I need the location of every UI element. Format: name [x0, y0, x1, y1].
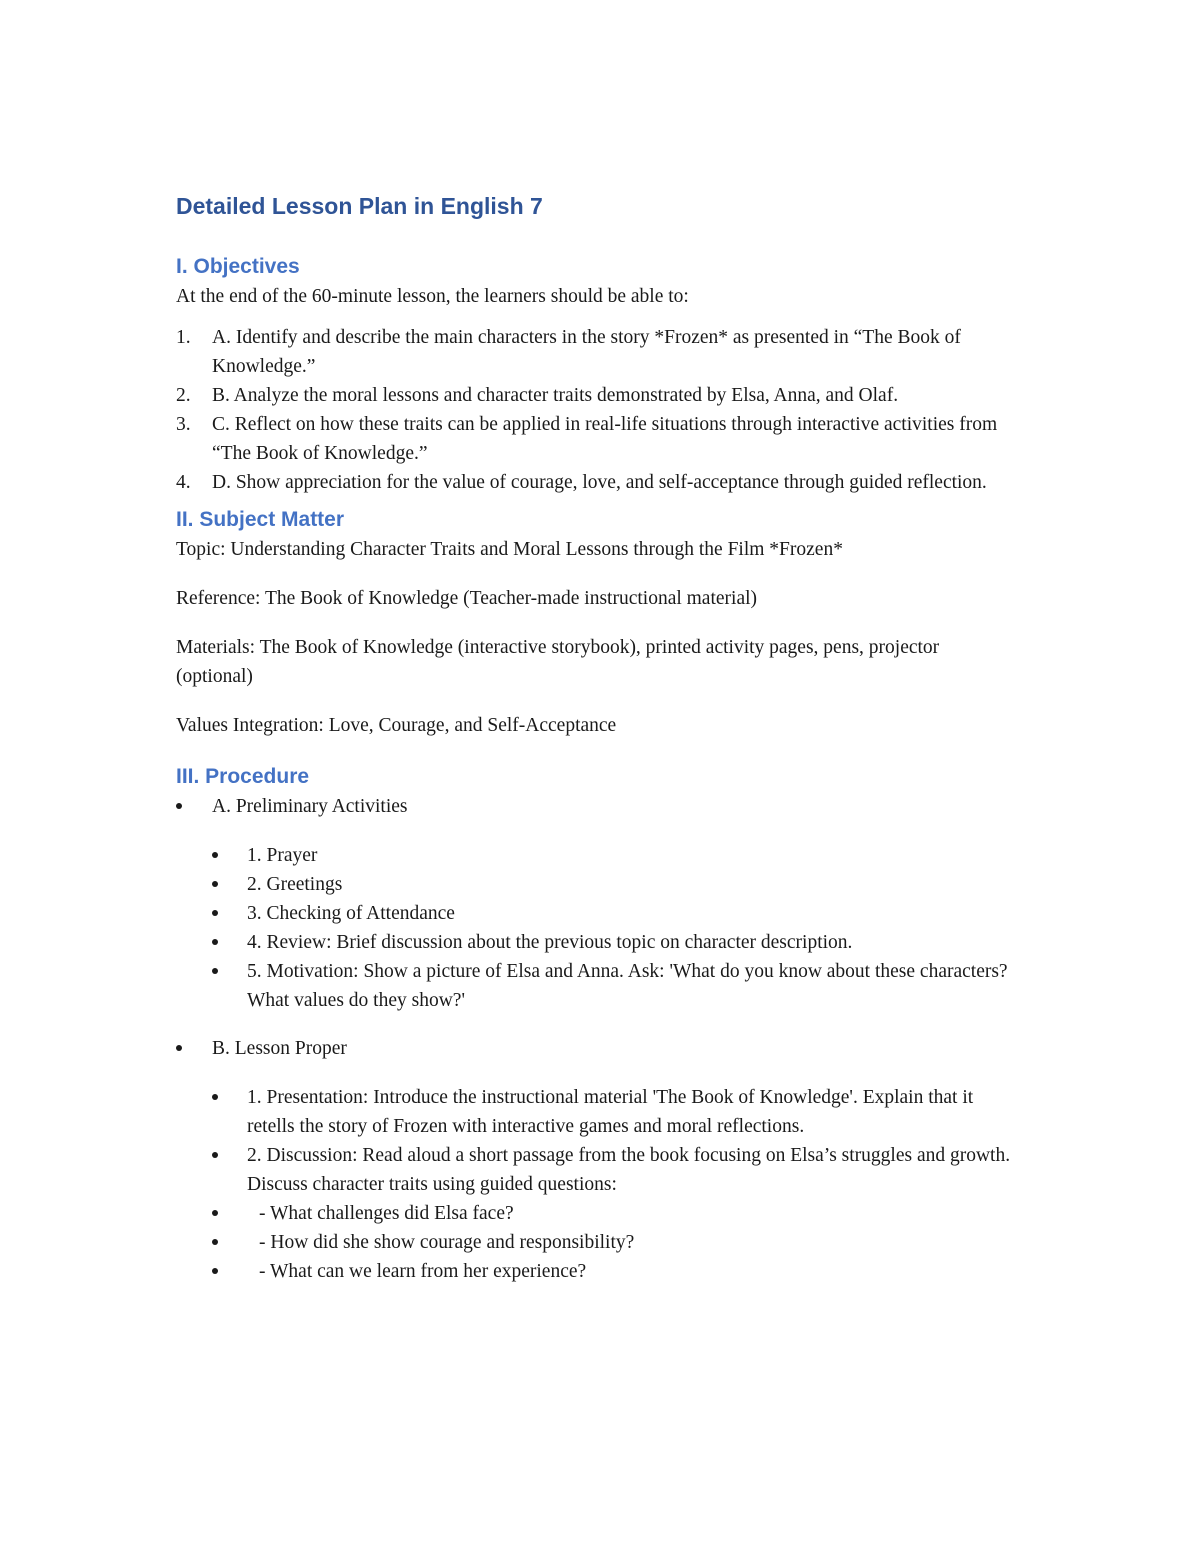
lesson-proper-item: [176, 1228, 1020, 1257]
subject-values: Values Integration: Love, Courage, and Self-Acceptance: [176, 715, 617, 736]
objective-text: D. Show appreciation for the value of courage, love, and self-acceptance through guided reflection.: [212, 472, 987, 493]
preliminary-item: [176, 870, 1020, 899]
preliminary-item-text: 4. Review: Brief discussion about the previous topic on character description.: [247, 932, 853, 953]
lesson-proper-list: [212, 1083, 1020, 1286]
subject-topic: Topic: Understanding Character Traits and Moral Lessons through the Film *Frozen*: [176, 539, 843, 560]
objective-item: [176, 381, 1020, 410]
objectives-list: [176, 323, 1020, 497]
bullet-icon: [212, 910, 218, 916]
bullet-icon: [212, 1152, 218, 1158]
lesson-proper-item-text: - How did she show courage and responsibility?: [259, 1232, 635, 1253]
preliminary-item-text: 5. Motivation: Show a picture of Elsa and Anna. Ask: 'What do you know about these characters? What values do they show?': [247, 961, 1008, 1011]
preliminary-item: [176, 928, 1020, 957]
subject-matter-heading: II. Subject Matter: [176, 508, 345, 531]
bullet-icon: [212, 1210, 218, 1216]
preliminary-item: [176, 841, 1020, 870]
lesson-proper-item: [176, 1257, 1020, 1286]
procedure-section-preliminary: [176, 792, 1020, 1015]
objective-number: 3.: [176, 414, 191, 435]
objectives-intro: At the end of the 60-minute lesson, the learners should be able to:: [176, 286, 689, 307]
lesson-proper-item: [176, 1199, 1020, 1228]
procedure-list: [176, 792, 1020, 1286]
preliminary-item: [176, 957, 1020, 1015]
objective-text: C. Reflect on how these traits can be applied in real-life situations through interactive activities from “The Book of Knowledge.”: [212, 414, 998, 464]
lesson-proper-item: [176, 1141, 1020, 1199]
preliminary-list: [212, 841, 1020, 1015]
objective-item: [176, 410, 1020, 468]
procedure-section-lesson-proper: [176, 1034, 1020, 1286]
subject-reference: Reference: The Book of Knowledge (Teacher-made instructional material): [176, 588, 758, 609]
bullet-icon: [212, 852, 218, 858]
lesson-proper-item-text: 2. Discussion: Read aloud a short passage from the book focusing on Elsa’s struggles and growth. Discuss character traits using guided questions:: [247, 1145, 1011, 1195]
objective-text: A. Identify and describe the main characters in the story *Frozen* as presented in “The Book of Knowledge.”: [212, 327, 961, 377]
objective-item: [176, 323, 1020, 381]
objective-number: 4.: [176, 472, 191, 493]
lesson-proper-item-text: 1. Presentation: Introduce the instructional material 'The Book of Knowledge'. Explain that it retells the story of Frozen with interactive games and moral reflections.: [247, 1087, 974, 1137]
lesson-proper-item-text: - What challenges did Elsa face?: [259, 1203, 514, 1224]
objective-number: 2.: [176, 385, 191, 406]
bullet-icon: [212, 1239, 218, 1245]
preliminary-item: [176, 899, 1020, 928]
objective-item: [176, 468, 1020, 497]
procedure-section-label: A. Preliminary Activities: [212, 796, 408, 817]
objectives-heading: I. Objectives: [176, 255, 300, 278]
preliminary-item-text: 1. Prayer: [247, 845, 318, 866]
bullet-icon: [176, 803, 182, 809]
procedure-heading: III. Procedure: [176, 765, 310, 788]
preliminary-item-text: 3. Checking of Attendance: [247, 903, 455, 924]
bullet-icon: [212, 968, 218, 974]
lesson-proper-item-text: - What can we learn from her experience?: [259, 1261, 587, 1282]
lesson-proper-item: [176, 1083, 1020, 1141]
bullet-icon: [212, 1268, 218, 1274]
bullet-icon: [212, 881, 218, 887]
objective-number: 1.: [176, 327, 191, 348]
subject-materials: Materials: The Book of Knowledge (interactive storybook), printed activity pages, pens, projector (optional): [176, 637, 940, 687]
document-title: Detailed Lesson Plan in English 7: [176, 193, 543, 219]
bullet-icon: [176, 1045, 182, 1051]
procedure-section-label: B. Lesson Proper: [212, 1038, 347, 1059]
preliminary-item-text: 2. Greetings: [247, 874, 343, 895]
bullet-icon: [212, 939, 218, 945]
bullet-icon: [212, 1094, 218, 1100]
objective-text: B. Analyze the moral lessons and character traits demonstrated by Elsa, Anna, and Olaf.: [212, 385, 899, 406]
